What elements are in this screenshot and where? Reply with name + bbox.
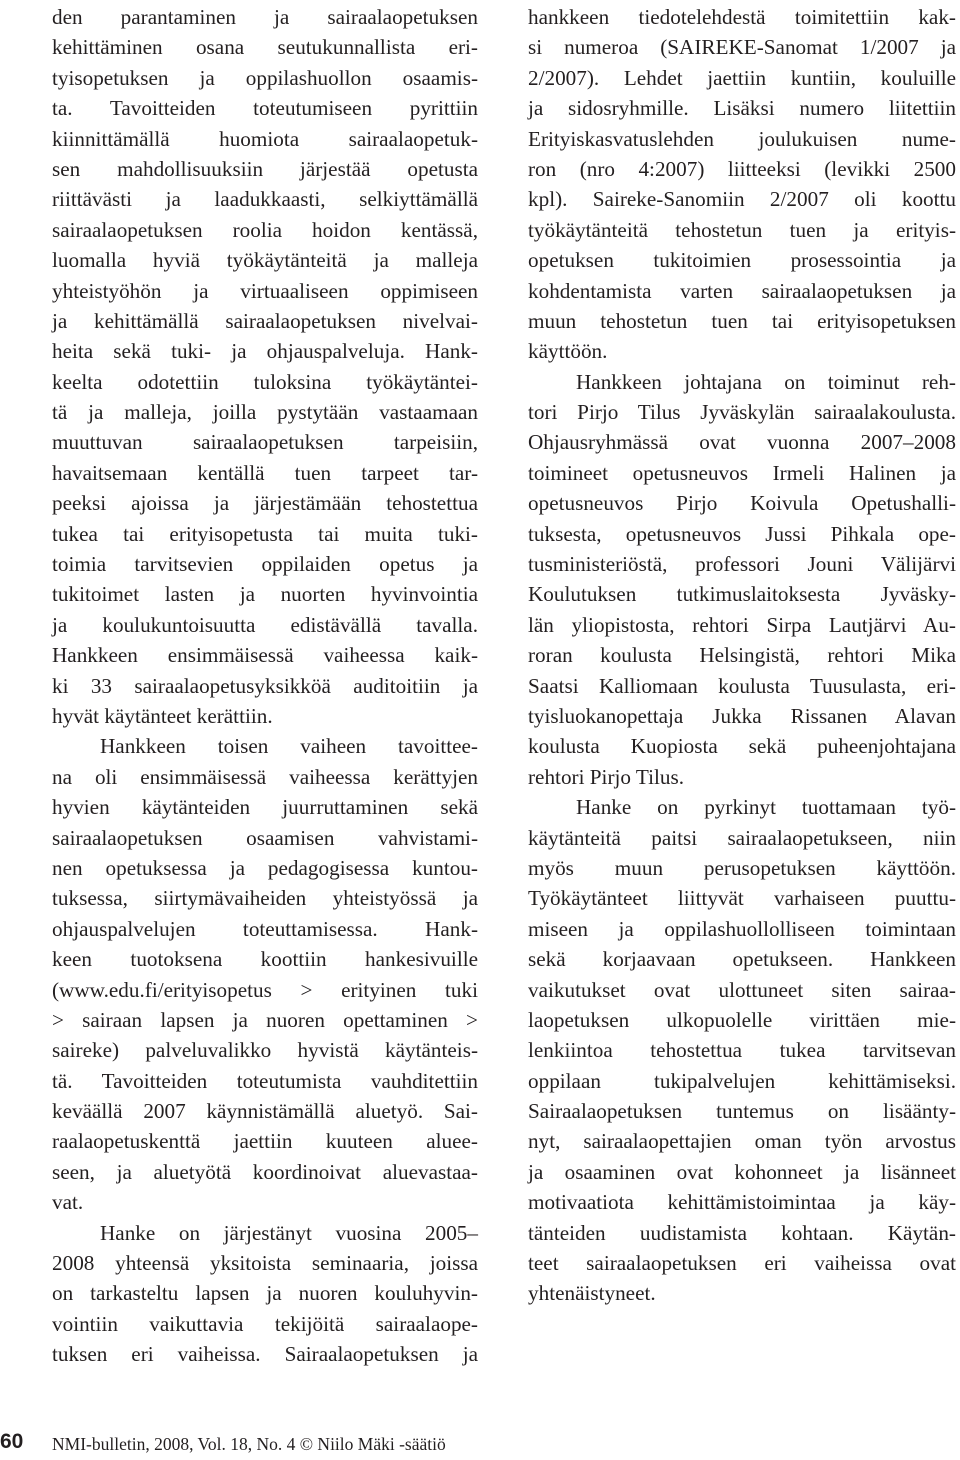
text-line: vat. (52, 1190, 84, 1215)
text-line: tuksesta, opetusneuvos Jussi Pihkala ope- (528, 521, 956, 546)
text-line: roran koulusta Helsingistä, rehtori Mika (528, 643, 956, 668)
text-column-left (52, 2, 478, 1370)
text-line: Hankkeen johtajana on toiminut reh- (576, 369, 956, 394)
text-line: hyvien käytänteiden juurruttaminen sekä (52, 795, 478, 820)
text-line: saireke) palveluvalikko hyvistä käytänteis- (52, 1038, 478, 1063)
text-line: ron (nro 4:2007) liitteeksi (levikki 2500 (528, 156, 956, 181)
text-line: kehittäminen osana seutukunnallista eri- (52, 35, 478, 60)
text-line: peeksi ajoissa ja järjestämään tehostettua (52, 491, 478, 516)
text-line: 2008 yhteensä yksitoista seminaaria, joissa (52, 1251, 478, 1276)
text-line: hyvät käytänteet kerättiin. (52, 703, 273, 728)
text-line: yhtenäistyneet. (528, 1281, 656, 1306)
text-line: oppilaan tukipalvelujen kehittämiseksi. (528, 1068, 956, 1093)
text-line: ja kehittämällä sairaalaopetuksen nivelvai- (52, 308, 478, 333)
text-line: Hankkeen ensimmäisessä vaiheessa kaik- (52, 643, 478, 668)
text-line: kpl). Saireke-Sanomiin 2/2007 oli koottu (528, 187, 956, 212)
text-line: ja koulukuntoisuutta edistävällä tavalla. (52, 612, 478, 637)
text-line: toimia tarvitsevien oppilaiden opetus ja (52, 552, 478, 577)
text-line: kohdentamista varten sairaalaopetuksen ja (528, 278, 956, 303)
text-line: tuksen eri vaiheissa. Sairaalaopetuksen ja (52, 1342, 478, 1367)
text-line: län yliopistosta, rehtori Sirpa Lautjärvi Au- (528, 612, 956, 637)
text-line: laopetuksen ulkopuolelle virittäen mie- (528, 1007, 956, 1032)
text-line: tusministeriöstä, professori Jouni Välijärvi (528, 552, 956, 577)
text-line: (www.edu.fi/erityisopetus > erityinen tuki (52, 977, 478, 1002)
text-line: Koulutuksen tutkimuslaitoksesta Jyväsky- (528, 582, 956, 607)
text-line: vaikutukset ovat ulottuneet siten sairaa- (528, 977, 956, 1002)
text-line: luomalla hyviä työkäytänteitä ja malleja (52, 248, 478, 273)
text-line: tori Pirjo Tilus Jyväskylän sairaalakoulusta. (528, 400, 956, 425)
text-line: tänteiden uudistamista kohtaan. Käytän- (528, 1220, 956, 1245)
text-line: keelta odotettiin tuloksina työkäytäntei- (52, 369, 478, 394)
text-line: seen, ja aluetyötä koordinoivat aluevastaa- (52, 1159, 478, 1184)
text-line: sen mahdollisuuksiin järjestää opetusta (52, 156, 478, 181)
text-line: ja sidosryhmille. Lisäksi numero liitettiin (528, 96, 956, 121)
page-footer (0, 1429, 960, 1459)
text-line: kiinnittämällä huomiota sairaalaopetuk- (52, 126, 478, 151)
text-line: Työkäytänteet liittyvät varhaiseen puuttu- (528, 886, 956, 911)
text-line: vointiin vaikuttavia tekijöitä sairaalaope- (52, 1311, 478, 1336)
text-line: on tarkasteltu lapsen ja nuoren kouluhyvin- (52, 1281, 478, 1306)
text-line: riittävästi ja laadukkaasti, selkiyttämällä (52, 187, 478, 212)
text-line: havaitsemaan kentällä tuen tarpeet tar- (52, 460, 478, 485)
text-line: tuksessa, siirtymävaiheiden yhteistyössä ja (52, 886, 478, 911)
text-line: 2/2007). Lehdet jaettiin kuntiin, kouluille (528, 65, 956, 90)
text-line: na oli ensimmäisessä vaiheessa kerättyjen (52, 764, 478, 789)
text-line: ta. Tavoitteiden toteutumiseen pyrittiin (52, 96, 478, 121)
page-number: 60 (0, 1430, 24, 1453)
text-line: keen tuotoksena koottiin hankesivuille (52, 947, 478, 972)
text-line: heita sekä tuki- ja ohjauspalveluja. Hank- (52, 339, 478, 364)
text-line: myös muun perusopetuksen käyttöön. (528, 855, 956, 880)
text-line: si numeroa (SAIREKE-Sanomat 1/2007 ja (528, 35, 956, 60)
text-line: tyisluokanopettaja Jukka Rissanen Alavan (528, 703, 956, 728)
text-line: yhteistyöhön ja virtuaaliseen oppimiseen (52, 278, 478, 303)
text-line: Hankkeen toisen vaiheen tavoittee- (100, 734, 478, 759)
text-line: sairaalaopetuksen roolia hoidon kentässä, (52, 217, 478, 242)
text-line: nen opetuksessa ja pedagogisessa kuntou- (52, 855, 478, 880)
text-line: käyttöön. (528, 339, 608, 364)
text-line: Saatsi Kalliomaan koulusta Tuusulasta, eri- (528, 673, 956, 698)
text-line: toimineet opetusneuvos Irmeli Halinen ja (528, 460, 956, 485)
text-line: Erityiskasvatuslehden joulukuisen nume- (528, 126, 956, 151)
text-line: Hanke on pyrkinyt tuottamaan työ- (576, 795, 956, 820)
text-line: Sairaalaopetuksen tuntemus on lisäänty- (528, 1099, 956, 1124)
text-line: nyt, sairaalaopettajien oman työn arvostus (528, 1129, 956, 1154)
text-line: keväällä 2007 käynnistämällä aluetyö. Sai- (52, 1099, 478, 1124)
text-column-right (528, 2, 956, 1309)
text-line: Hanke on järjestänyt vuosina 2005– (100, 1220, 478, 1245)
text-line: sekä korjaavaan opetukseen. Hankkeen (528, 947, 956, 972)
text-line: ki 33 sairaalaopetusyksikköä auditoitiin ja (52, 673, 478, 698)
text-line: tukea tai erityisopetusta tai muita tuki- (52, 521, 478, 546)
text-line: tyisopetuksen ja oppilashuollon osaamis- (52, 65, 478, 90)
footer-citation: NMI-bulletin, 2008, Vol. 18, No. 4 © Niilo Mäki -säätiö (52, 1434, 446, 1454)
text-line: motivaatiota kehittämistoimintaa ja käy- (528, 1190, 956, 1215)
text-line: rehtori Pirjo Tilus. (528, 764, 684, 789)
text-line: tä ja malleja, joilla pystytään vastaamaan (52, 400, 478, 425)
text-line: teet sairaalaopetuksen eri vaiheissa ovat (528, 1251, 956, 1276)
text-line: opetusneuvos Pirjo Koivula Opetushalli- (528, 491, 956, 516)
text-line: tukitoimet lasten ja nuorten hyvinvointia (52, 582, 478, 607)
text-line: koulusta Kuopiosta sekä puheenjohtajana (528, 734, 956, 759)
text-line: miseen ja oppilashuollolliseen toimintaan (528, 916, 956, 941)
text-line: opetuksen tukitoimien prosessointia ja (528, 248, 956, 273)
text-line: raalaopetuskenttä jaettiin kuuteen aluee- (52, 1129, 478, 1154)
text-line: työkäytänteitä tehostetun tuen ja erityis- (528, 217, 956, 242)
text-line: den parantaminen ja sairaalaopetuksen (52, 5, 478, 29)
text-line: ja osaaminen ovat kohonneet ja lisänneet (528, 1159, 956, 1184)
text-line: muuttuvan sairaalaopetuksen tarpeisiin, (52, 430, 478, 455)
text-line: ohjauspalvelujen toteuttamisessa. Hank- (52, 916, 478, 941)
text-line: tä. Tavoitteiden toteutumista vauhditettiin (52, 1068, 478, 1093)
text-line: sairaalaopetuksen osaamisen vahvistami- (52, 825, 478, 850)
text-line: muun tehostetun tuen tai erityisopetuksen (528, 308, 956, 333)
text-line: käytänteitä paitsi sairaalaopetukseen, niin (528, 825, 956, 850)
text-line: > sairaan lapsen ja nuoren opettaminen > (52, 1007, 478, 1032)
text-line: lenkiintoa tehostettua tukea tarvitsevan (528, 1038, 956, 1063)
text-line: Ohjausryhmässä ovat vuonna 2007–2008 (528, 430, 956, 455)
text-line: hankkeen tiedotelehdestä toimitettiin kak- (528, 5, 956, 29)
